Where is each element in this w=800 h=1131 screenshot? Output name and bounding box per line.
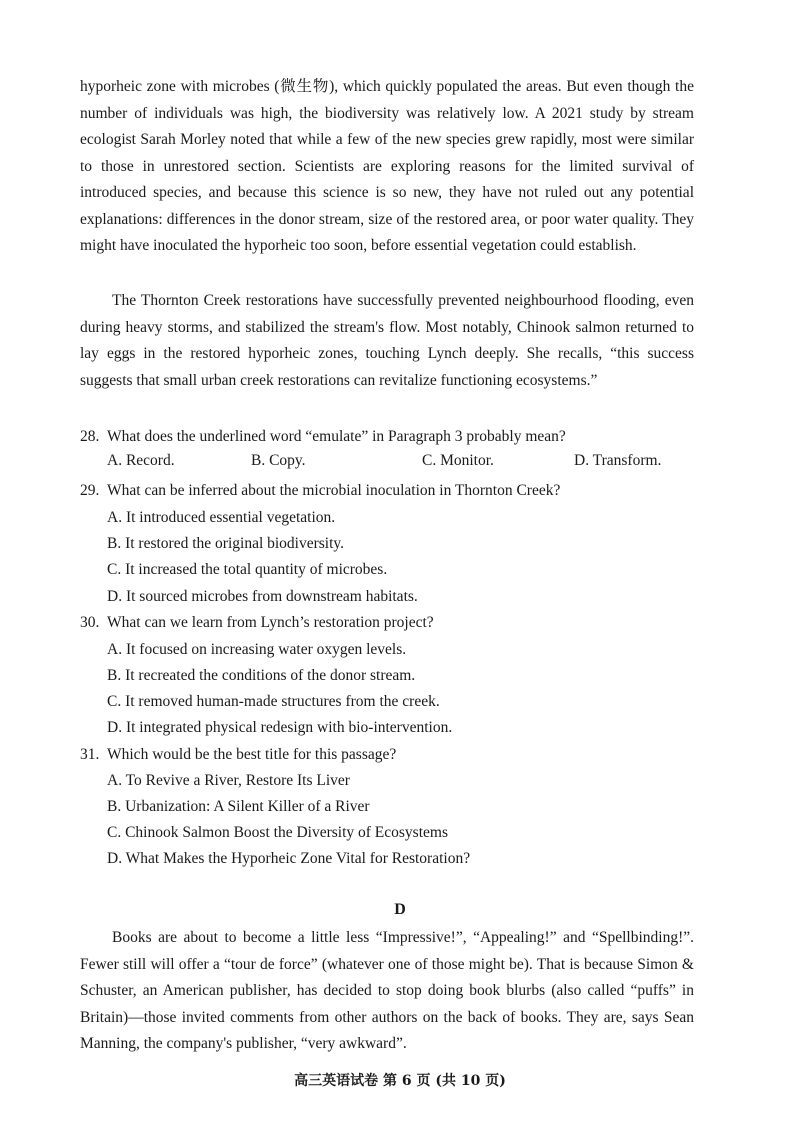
question-number: 29. — [80, 482, 100, 499]
question-29 — [80, 478, 700, 505]
option-b[interactable]: B. It recreated the conditions of the donor stream. — [107, 667, 416, 684]
option-d[interactable]: D. It integrated physical redesign with bio-intervention. — [107, 719, 453, 736]
option-c[interactable]: C. It increased the total quantity of microbes. — [107, 561, 388, 578]
question-30 — [80, 610, 700, 637]
question-text: What can be inferred about the microbial inoculation in Thornton Creek? — [107, 482, 561, 499]
option-c[interactable]: C. It removed human-made structures from the creek. — [107, 693, 440, 710]
question-28-options — [107, 452, 687, 478]
section-title-d: D — [394, 901, 406, 918]
option-a[interactable]: A. It focused on increasing water oxygen levels. — [107, 641, 407, 658]
question-28 — [80, 424, 700, 451]
question-number: 31. — [80, 746, 100, 763]
paragraph-text: hyporheic zone with microbes (微生物), which quickly populated the areas. But even though the number of individuals was high, the biodiversity was relatively low. A 2021 study by stream ecologist Sarah Morley noted that while a few of the new species grew rapidly, most were similar to those in unrestored section. Scientists are exploring reasons for the limited survival of introduced species, and because this science is so new, they have not ruled out any potential explanations: differences in the donor stream, size of the restored area, or poor water quality. They might have inoculated the hyporheic too soon, before essential vegetation could establish. — [80, 78, 694, 254]
question-number: 28. — [80, 428, 100, 445]
option-d[interactable]: D. It sourced microbes from downstream habitats. — [107, 588, 418, 605]
paragraph-text: Books are about to become a little less “Impressive!”, “Appealing!” and “Spellbinding!”. Fewer still will offer a “tour de force” (whatever one of those might be). That is because Simon & Schuster, an American publisher, has decided to stop doing book blurbs (also called “puffs” in Britain)—those invited comments from other authors on the back of books. They are, says Sean Manning, the company's publisher, “very awkward”. — [80, 929, 694, 1052]
option-c[interactable]: C. Chinook Salmon Boost the Diversity of Ecosystems — [107, 824, 448, 841]
passage-c-final-paragraph — [80, 288, 694, 394]
option-a[interactable]: A. Record. — [107, 452, 175, 469]
option-b[interactable]: B. Urbanization: A Silent Killer of a River — [107, 798, 370, 815]
question-number: 30. — [80, 614, 100, 631]
option-d[interactable]: D. Transform. — [574, 452, 662, 469]
option-c[interactable]: C. Monitor. — [422, 452, 494, 469]
option-b[interactable]: B. It restored the original biodiversity. — [107, 535, 345, 552]
question-text: What does the underlined word “emulate” in Paragraph 3 probably mean? — [107, 428, 566, 445]
page-footer: 高三英语试卷 第 6 页 (共 10 页) — [294, 1073, 506, 1089]
passage-c-continued-paragraph — [80, 74, 694, 260]
option-b[interactable]: B. Copy. — [251, 452, 306, 469]
paragraph-text: The Thornton Creek restorations have successfully prevented neighbourhood flooding, even during heavy storms, and stabilized the stream's flow. Most notably, Chinook salmon returned to lay eggs in the restored hyporheic zones, touching Lynch deeply. She recalls, “this success suggests that small urban creek restorations can revitalize functioning ecosystems.” — [80, 292, 694, 389]
question-text: What can we learn from Lynch’s restoration project? — [107, 614, 434, 631]
option-a[interactable]: A. It introduced essential vegetation. — [107, 509, 336, 526]
passage-d-paragraph-1 — [80, 925, 694, 1058]
question-text: Which would be the best title for this passage? — [107, 746, 397, 763]
question-31 — [80, 742, 700, 769]
option-d[interactable]: D. What Makes the Hyporheic Zone Vital for Restoration? — [107, 850, 471, 867]
option-a[interactable]: A. To Revive a River, Restore Its Liver — [107, 772, 350, 789]
